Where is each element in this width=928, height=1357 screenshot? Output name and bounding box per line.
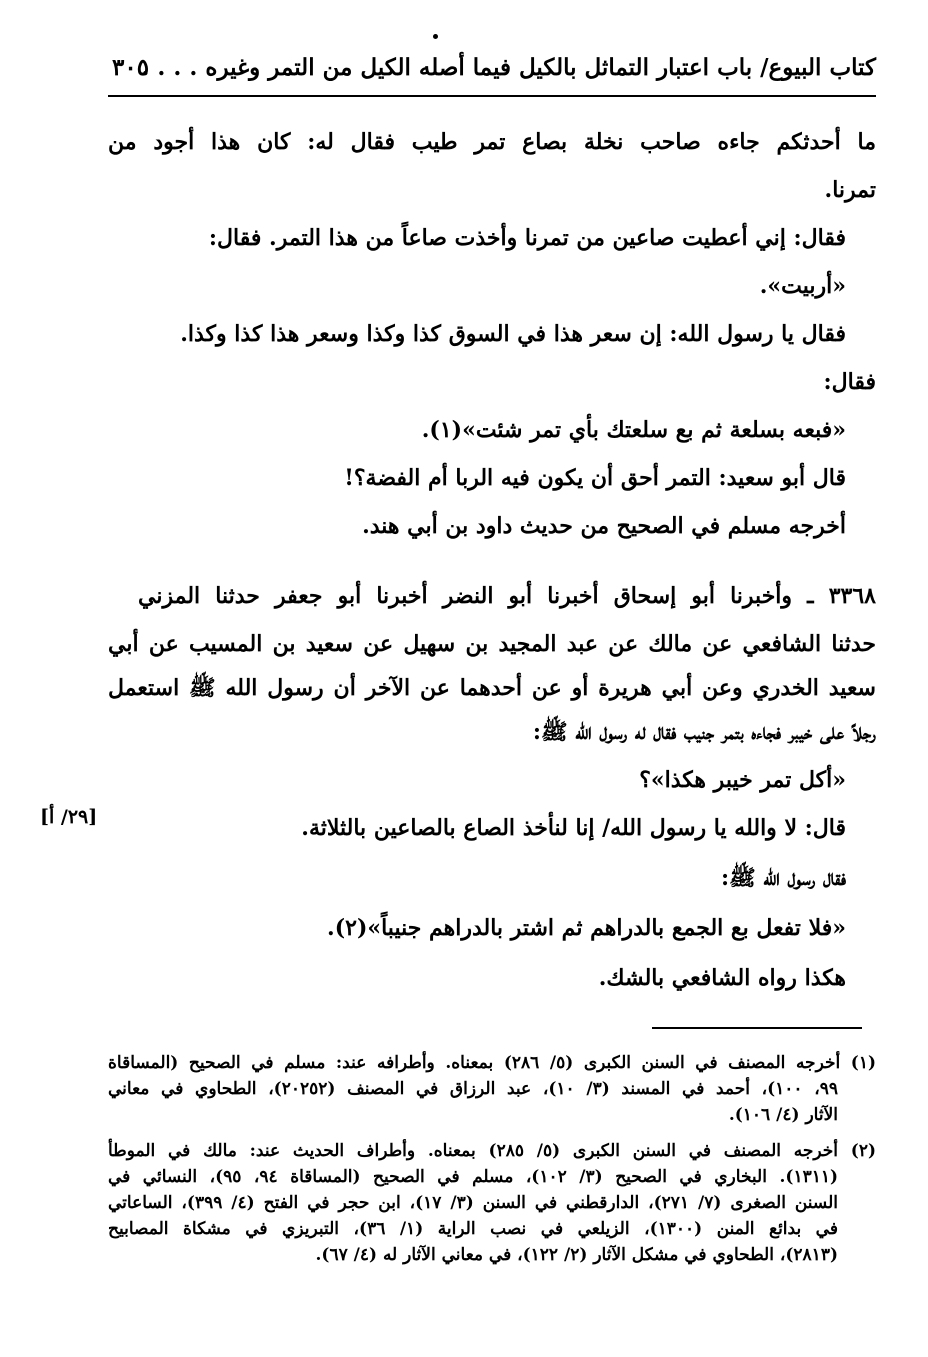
footnote-line: (٢٨١٣)، الطحاوي في مشكل الآثار (٢/ ١٢٢)، في معاني الآثار له (٤/ ٦٧). [315,1245,838,1265]
text-line: «أربيت». [759,273,846,299]
text-line: فقال: [823,369,876,395]
footnote-line: السنن الصغرى (٧/ ٢٧١)، الدارقطني في السنن (٣/ ١٧)، ابن حجر في الفتح (٤/ ٣٩٩)، الساعاتي [108,1193,839,1213]
text-line: هكذا رواه الشافعي بالشك. [598,965,846,991]
text-line: «فلا تفعل بع الجمع بالدراهم ثم اشتر بالدراهم جنيباً»(٢). [327,915,846,941]
footnote-rule [652,1027,862,1029]
footnote-line: (١٣١١). البخاري في الصحيح (٣/ ١٠٢)، مسلم في الصحيح (المساقاة ٩٤، ٩٥)، النسائي في [108,1167,839,1187]
running-header [108,52,876,92]
header-rule [108,95,876,97]
text-line: ما أحدثكم جاءه صاحب نخلة بصاع تمر طيب فقال له: كان هذا أجود من [108,129,876,155]
manuscript-folio-ref: [٢٩/ أ] [40,806,98,828]
hadith-number-line: ٣٣٦٨ ـ وأخبرنا أبو إسحاق أخبرنا أبو النضر أخبرنا أبو جعفر حدثنا المزني [138,583,876,609]
footnote-line: (٢) أخرجه المصنف في السنن الكبرى (٥/ ٢٨٥) بمعناه. وأطراف الحديث عند: مالك في الموطأ [108,1141,876,1161]
footnote-line: في بدائع المنن (١٣٠٠)، الزيلعي في نصب الراية (١/ ٣٦)، التبريزي في مشكاة المصابيح [108,1219,838,1239]
text-line: رجلاً على خيبر فجاءه بتمر جنيب فقال له رسول الله ﷺ: [532,719,876,745]
footnote-line: ٩٩، ١٠٠)، أحمد في المسند (٣/ ١٠)، عبد الرزاق في المصنف (٢٠٢٥٢)، الطحاوي في معاني [108,1079,838,1099]
text-line: فقال: إني أعطيت صاعين من تمرنا وأخذت صاعاً من هذا التمر. فقال: [208,225,846,251]
text-line: حدثنا الشافعي عن مالك عن عبد المجيد بن سهيل عن سعيد بن المسيب عن أبي [108,631,876,657]
text-line: قال أبو سعيد: التمر أحق أن يكون فيه الربا أم الفضة؟! [344,465,846,491]
chapter-title: كتاب البيوع/ باب اعتبار التماثل بالكيل فيما أصله الكيل من التمر وغيره . . . . [141,54,876,81]
text-line: «فبعه بسلعة ثم بع سلعتك بأي تمر شئت»(١). [421,417,846,443]
text-line: فقال يا رسول الله: إن سعر هذا في السوق كذا وكذا وسعر هذا كذا وكذا. [180,321,846,347]
text-line: سعيد الخدري وعن أبي هريرة أو عن أحدهما عن الآخر أن رسول الله ﷺ استعمل [108,675,876,701]
text-line: «أكل تمر خيبر هكذا»؟ [639,767,846,793]
footnote-line: الآثار (٤/ ١٠٦). [728,1105,838,1125]
ink-dot [433,34,438,39]
text-line: فقال رسول الله ﷺ: [721,865,846,891]
text-line: تمرنا. [824,177,876,203]
footnote-line: (١) أخرجه المصنف في السنن الكبرى (٥/ ٢٨٦) بمعناه. وأطرافه عند: مسلم في الصحيح (المساقاة [108,1053,876,1073]
page-number: ٣٠٥ [112,54,150,81]
text-line: قال: لا والله يا رسول الله/ إنا لنأخذ الصاع بالصاعين بالثلاثة. [301,815,846,841]
text-line: أخرجه مسلم في الصحيح من حديث داود بن أبي هند. [362,513,846,539]
